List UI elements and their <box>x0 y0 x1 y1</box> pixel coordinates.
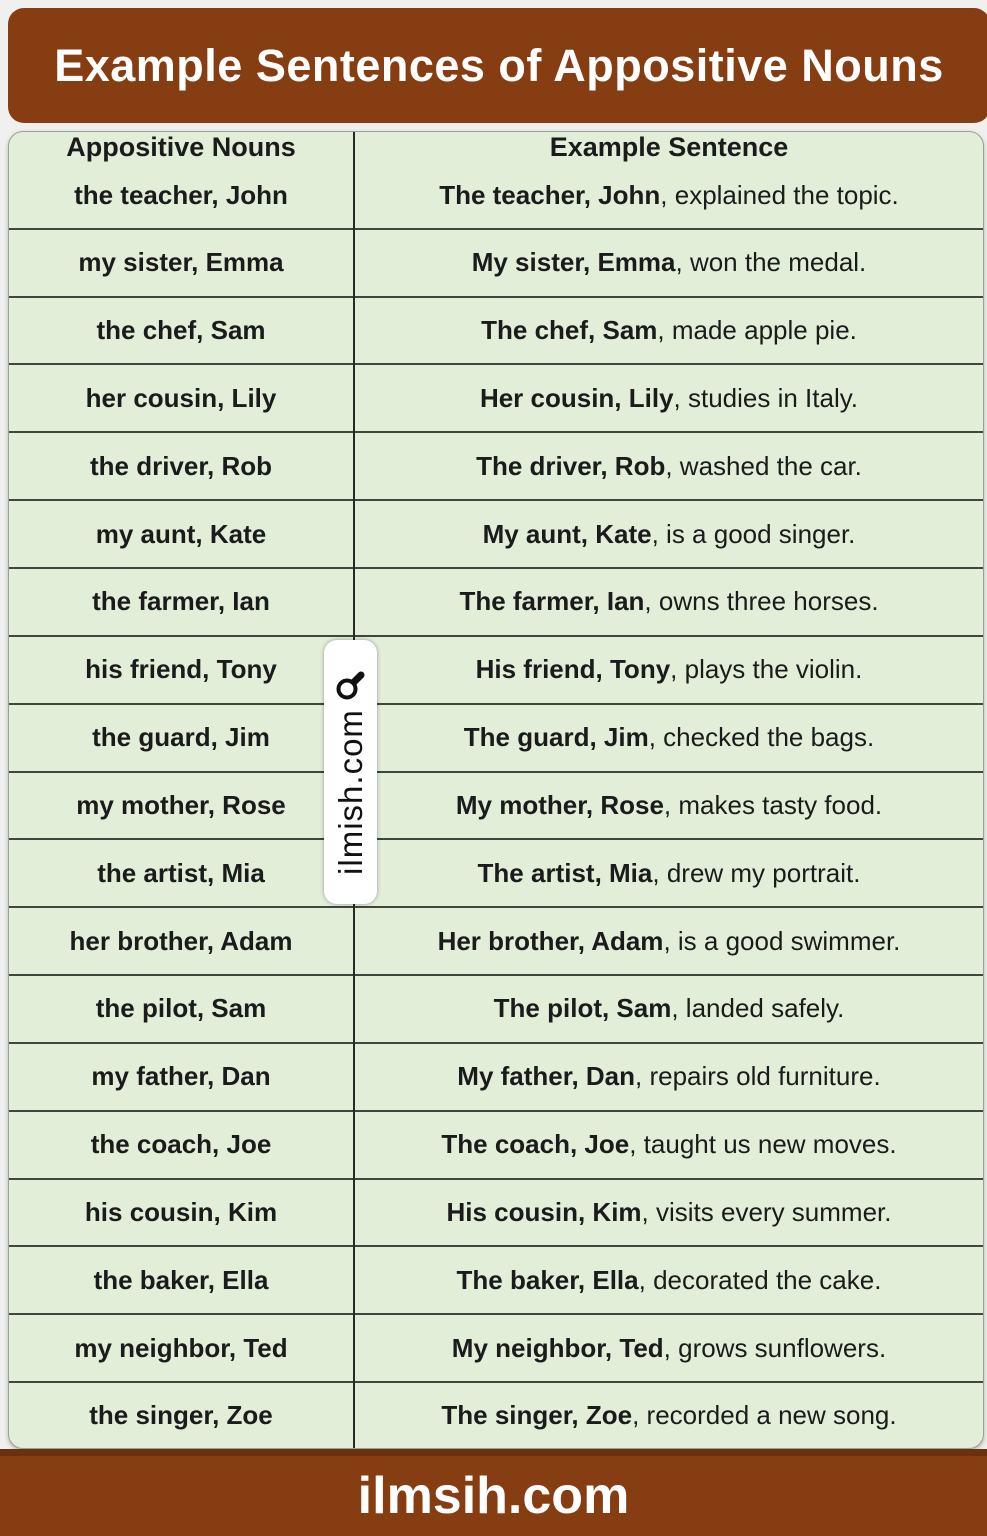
table-row <box>9 1111 983 1179</box>
appositive-noun: the farmer, Ian <box>92 586 270 617</box>
sentence-rest: , drew my portrait. <box>652 857 861 888</box>
sentence-appositive-part: The guard, Jim <box>463 722 649 753</box>
sentence-rest: , recorded a new song. <box>632 1400 897 1431</box>
sentence-appositive-part: His cousin, Kim <box>446 1197 642 1228</box>
sentence-rest: , visits every summer. <box>641 1197 892 1228</box>
sentence-appositive-part: The coach, Joe <box>441 1129 630 1160</box>
table-row <box>9 839 983 907</box>
appositive-noun: the driver, Rob <box>89 450 273 481</box>
appositive-noun: the guard, Jim <box>92 722 270 753</box>
table-row <box>9 163 983 229</box>
sentence-rest: , is a good swimmer. <box>663 925 901 956</box>
appositive-noun: her cousin, Lily <box>85 382 277 413</box>
sentence-appositive-part: The teacher, John <box>439 179 661 210</box>
appositive-noun: his friend, Tony <box>85 654 277 685</box>
table-row <box>9 568 983 636</box>
sentence-appositive-part: My aunt, Kate <box>482 518 652 549</box>
table-row <box>9 432 983 500</box>
appositive-table <box>9 132 983 1448</box>
appositive-table-card <box>8 131 984 1449</box>
appositive-noun: my neighbor, Ted <box>74 1332 288 1363</box>
table-row <box>9 975 983 1043</box>
sentence-appositive-part: My neighbor, Ted <box>451 1332 664 1363</box>
table-row <box>9 907 983 975</box>
appositive-noun: the baker, Ella <box>93 1264 269 1295</box>
sentence-appositive-part: The farmer, Ian <box>459 586 645 617</box>
table-row <box>9 1314 983 1382</box>
table-row <box>9 704 983 772</box>
sentence-appositive-part: The pilot, Sam <box>493 993 672 1024</box>
column-header-example-sentence: Example Sentence <box>354 132 983 163</box>
sentence-appositive-part: My father, Dan <box>457 1061 636 1092</box>
sentence-appositive-part: The singer, Zoe <box>441 1400 633 1431</box>
page-title: Example Sentences of Appositive Nouns <box>54 39 944 91</box>
table-row <box>9 636 983 704</box>
appositive-noun: his cousin, Kim <box>84 1197 278 1228</box>
watermark-inner <box>326 647 376 897</box>
sentence-rest: , made apple pie. <box>657 315 857 346</box>
sentence-rest: , grows sunflowers. <box>663 1332 887 1363</box>
sentence-appositive-part: The chef, Sam <box>481 315 658 346</box>
appositive-noun: the pilot, Sam <box>95 993 267 1024</box>
sentence-rest: , decorated the cake. <box>638 1264 882 1295</box>
table-row <box>9 1382 983 1448</box>
appositive-noun: my aunt, Kate <box>95 518 267 549</box>
sentence-rest: , makes tasty food. <box>663 789 883 820</box>
sentence-appositive-part: My sister, Emma <box>471 247 676 278</box>
table-row <box>9 500 983 568</box>
sentence-appositive-part: The artist, Mia <box>477 857 653 888</box>
watermark-badge <box>324 640 377 904</box>
sentence-rest: , won the medal. <box>675 247 867 278</box>
sentence-appositive-part: My mother, Rose <box>455 789 664 820</box>
table-row <box>9 1179 983 1247</box>
table-row <box>9 772 983 840</box>
sentence-rest: , washed the car. <box>665 450 862 481</box>
table-row <box>9 1043 983 1111</box>
watermark-text: ilmish.com <box>331 709 369 875</box>
table-row <box>9 229 983 297</box>
table-row <box>9 297 983 365</box>
sentence-rest: , repairs old furniture. <box>635 1061 881 1092</box>
sentence-appositive-part: His friend, Tony <box>475 654 671 685</box>
sentence-appositive-part: The driver, Rob <box>476 450 666 481</box>
appositive-noun: the chef, Sam <box>96 315 266 346</box>
sentence-appositive-part: Her brother, Adam <box>437 925 664 956</box>
sentence-rest: , taught us new moves. <box>629 1129 897 1160</box>
appositive-noun: her brother, Adam <box>69 925 293 956</box>
title-banner <box>8 8 987 123</box>
sentence-rest: , checked the bags. <box>648 722 875 753</box>
sentence-appositive-part: The baker, Ella <box>456 1264 639 1295</box>
footer-bar <box>0 1449 987 1536</box>
appositive-noun: the singer, Zoe <box>89 1400 273 1431</box>
column-header-appositive-nouns: Appositive Nouns <box>66 132 296 162</box>
magnifier-icon <box>335 669 367 701</box>
appositive-noun: my mother, Rose <box>76 789 286 820</box>
sentence-rest: , owns three horses. <box>644 586 879 617</box>
sentence-appositive-part: Her cousin, Lily <box>479 382 674 413</box>
sentence-rest: , studies in Italy. <box>673 382 859 413</box>
table-row <box>9 364 983 432</box>
appositive-noun: my sister, Emma <box>78 247 284 278</box>
footer-site-text: ilmsih.com <box>357 1467 630 1525</box>
table-row <box>9 1246 983 1314</box>
sentence-rest: , explained the topic. <box>660 179 899 210</box>
sentence-rest: , plays the violin. <box>670 654 863 685</box>
table-header-row <box>9 132 983 163</box>
appositive-noun: my father, Dan <box>91 1061 271 1092</box>
sentence-rest: , landed safely. <box>671 993 845 1024</box>
appositive-noun: the artist, Mia <box>97 857 265 888</box>
sentence-rest: , is a good singer. <box>651 518 856 549</box>
appositive-noun: the teacher, John <box>74 179 288 210</box>
appositive-noun: the coach, Joe <box>90 1129 272 1160</box>
